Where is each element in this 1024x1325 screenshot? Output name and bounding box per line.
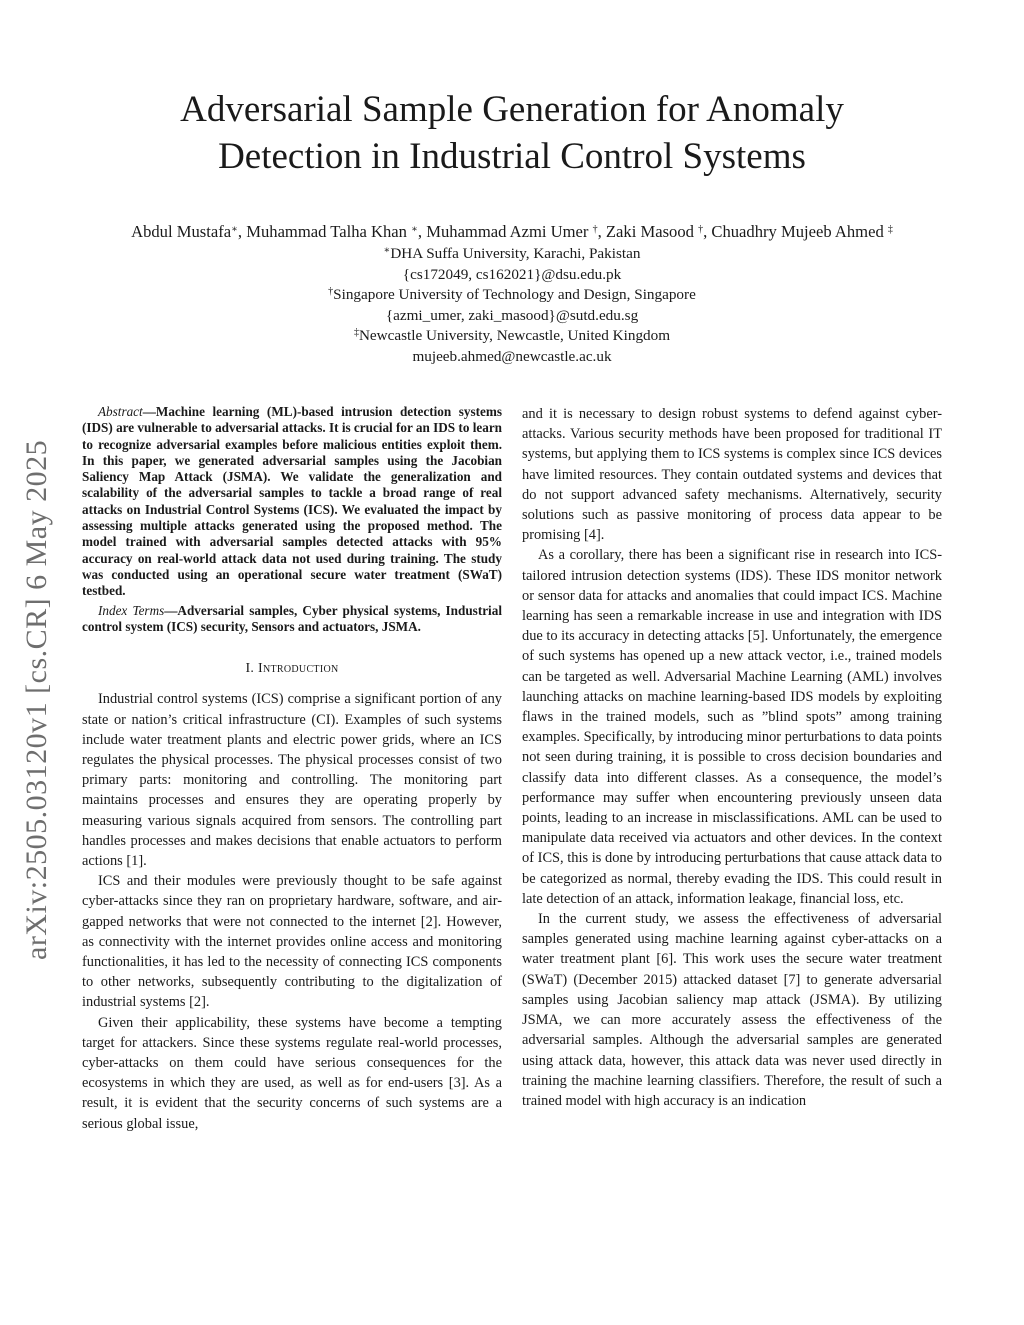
affiliation-email: {cs172049, cs162021}@dsu.edu.pk [402,265,622,283]
affiliation-line [150,326,874,347]
affiliation-line [150,244,874,265]
affiliation-email: {azmi_umer, zaki_masood}@sutd.edu.sg [385,306,639,324]
body-paragraph: Given their applicability, these systems have become a tempting target for attackers. Since these systems regulate real-world processes, cyber-attacks on them could have serious consequences for the ecosystems in which they are used, as well as for end-users [3]. As a result, it is evident that the security concerns of such systems are a serious global issue, [82,1014,502,1132]
affiliation-line [150,285,874,306]
index-terms [82,603,502,636]
title-line-2: Detection in Industrial Control Systems [218,136,806,177]
section-title: Introduction [258,661,339,677]
index-terms-label: Index Terms [98,602,165,618]
author-name: Abdul Mustafa [131,222,232,241]
author-affiliation-mark: † [592,224,598,235]
author-affiliation-mark: ∗ [231,224,238,235]
affiliations [150,244,874,368]
abstract [82,404,502,600]
author-name: , Chuadhry Mujeeb Ahmed [703,222,888,241]
author-name: , Zaki Masood [597,222,699,241]
body-paragraph: Industrial control systems (ICS) comprise a significant portion of any state or nation’s critical infrastructure (CI). Examples of such systems include water treatment plants and electric power grids, where an ICS regulates the physical processes. The physical processes consist of two primary parts: monitoring and controlling. The monitoring part maintains processes and ensures they are operating properly by measuring various signals acquired from sensors. The controlling part handles processes and makes decisions that enable actuators to perform actions [1]. [82,691,502,869]
author-affiliation-mark: ‡ [887,224,893,235]
title-line-1: Adversarial Sample Generation for Anomaly [180,89,844,130]
right-column [522,404,942,1111]
paper-title [80,86,944,180]
affiliation-mark: † [328,286,334,298]
affiliation-mark: ‡ [353,327,359,339]
author-name: , Muhammad Talha Khan [237,222,412,241]
index-terms-text: Adversarial samples, Cyber physical systems, Industrial control system (ICS) security, Sensors and actuators, JSMA. [82,602,502,634]
author-name: , Muhammad Azmi Umer [417,222,593,241]
abstract-label: Abstract [98,404,143,419]
author-affiliation-mark: † [698,224,704,235]
body-paragraph: As a corollary, there has been a significant rise in research into ICS-tailored intrusion detection systems (IDS). These IDS monitor network or sensor data for attacks and anomalies that could impact ICS. Machine learning has seen a remarkable increase in use and integration with IDS due to its accuracy in detecting attacks [5]. Unfortunately, the emergence of such systems has opened up a new attack vector, i.e., trained models can be targeted as well. Adversarial Machine Learning (AML) involves launching attacks on machine learning-based IDS models by exploiting flaws in the trained models, such as ”blind spots” among training examples. Specifically, by introducing minor perturbations to data points not seen during training, it is possible to cross decision boundaries and classify data into different classes. As a consequence, the model’s performance may suffer when encountering previously unseen data points, leading to an increase in misclassifications. AML can be used to manipulate data received via actuators and other devices. In the context of ICS, this is done by introducing perturbations that cause attack data to be categorized as normal, thereby evading the IDS. This could result in late detection of an attack, information leakage, financial loss, etc. [522,547,942,907]
index-terms-dash: — [164,602,178,618]
body-paragraph: and it is necessary to design robust systems to defend against cyber-attacks. Various security methods have been proposed for traditional IT systems, but applying them to ICS systems is complex since ICS devices have limited resources. They contain outdated systems and devices that do not support advanced safety mechanisms. Alternatively, security solutions such as passive monitoring of process data appear to be promising [4]. [522,406,942,544]
affiliation-mark: ∗ [383,245,391,256]
affiliation-text: Newcastle University, Newcastle, United Kingdom [358,327,671,345]
body-paragraph: ICS and their modules were previously thought to be safe against cyber-attacks since they ran on proprietary hardware, software, and air-gapped networks that were not connected to the internet [2]. However, as connectivity with the internet provides online access and monitoring functionalities, it has led to the necessity of connecting ICS components to other networks, subsequently contributing to the digitalization of industrial systems [2]. [82,873,502,1011]
affiliation-text: Singapore University of Technology and Design, Singapore [333,286,696,304]
section-heading-introduction [82,659,502,679]
affiliation-email: mujeeb.ahmed@newcastle.ac.uk [412,347,612,365]
section-number: I. [245,661,259,677]
abstract-text: Machine learning (ML)-based intrusion detection systems (IDS) are vulnerable to adversarial attacks. It is crucial for an IDS to learn to recognize adversarial examples before malicious entities exploit them. In this paper, we generated adversarial samples using the Jacobian Saliency Map Attack (JSMA). We validate the generalization and scalability of the adversarial samples to tackle a broad range of real attacks on Industrial Control Systems (ICS). We evaluated the impact by assessing multiple attacks generated using the proposed method. The model trained with adversarial samples detected attacks with 95% accuracy on real-world attack data not used during training. The study was conducted using an operational secure water treatment (SWaT) testbed. [82,404,503,599]
left-column [82,404,502,1134]
body-paragraph: In the current study, we assess the effectiveness of adversarial samples generated using machine learning against cyber-attacks on a water treatment plant [6]. This work uses the secure water treatment (SWaT) (December 2015) attacked dataset [7] to generate adversarial samples using Jacobian saliency map attack (JSMA). By utilizing JSMA, we can more accurately assess the effectiveness of the adversarial samples. Although the adversarial samples are generated using attack data, however, this attack data was never used directly in training the machine learning classifiers. Therefore, the result of such a trained model with high accuracy is an indication [522,911,942,1109]
affiliation-text: DHA Suffa University, Karachi, Pakistan [390,245,641,262]
abstract-dash: — [142,404,156,419]
author-list [60,221,964,242]
arxiv-identifier-stamp: arXiv:2505.03120v1 [cs.CR] 6 May 2025 [20,439,53,960]
author-affiliation-mark: ∗ [411,224,418,235]
